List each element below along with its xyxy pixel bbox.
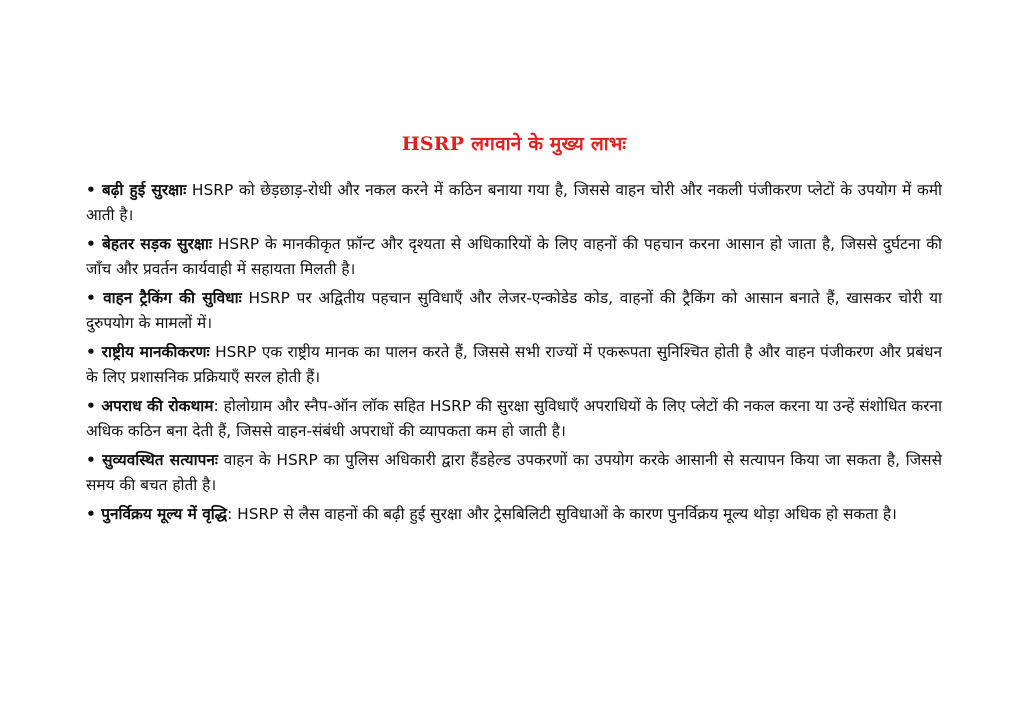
item-text: वाहन के HSRP का पुलिस अधिकारी द्वारा हैंडहेल्ड उपकरणों का उपयोग करके आसानी से सत्यापन किया जा सकता है, जिससे समय की बचत होती है।: [86, 451, 942, 494]
item-heading: बेहतर सड़क सुरक्षाः: [102, 235, 212, 253]
item-heading: बढ़ी हुई सुरक्षाः: [101, 181, 187, 199]
list-item: [86, 178, 942, 228]
item-text: : होलोग्राम और स्नैप-ऑन लॉक सहित HSRP की सुरक्षा सुविधाएँ अपराधियों के लिए प्लेटों की नकल करना या उन्हें संशोधित करना अधिक कठिन बना देती हैं, जिससे वाहन-संबंधी अपराधों की व्यापकता कम हो जाती है।: [86, 397, 942, 440]
list-item: [86, 394, 942, 444]
list-item: [86, 232, 942, 282]
list-item: [86, 448, 942, 498]
item-heading: सुव्यवस्थित सत्यापनः: [102, 451, 218, 469]
bullet: •: [86, 343, 102, 361]
bullet: •: [86, 505, 102, 523]
bullet: •: [86, 397, 102, 415]
item-text: HSRP पर अद्वितीय पहचान सुविधाएँ और लेजर-एन्कोडेड कोड, वाहनों की ट्रैकिंग को आसान बनाते हैं, खासकर चोरी या दुरुपयोग के मामलों में।: [86, 289, 943, 332]
item-heading: पुनर्विक्रय मूल्य में वृद्धि: [101, 505, 228, 523]
document-page: [86, 130, 942, 531]
bullet: •: [86, 235, 103, 253]
page-title: HSRP लगवाने के मुख्य लाभः: [401, 133, 627, 155]
list-item: [86, 286, 942, 336]
list-item: [86, 502, 942, 527]
item-heading: वाहन ट्रैकिंग की सुविधाः: [103, 289, 242, 307]
item-heading: अपराध की रोकथाम: [101, 397, 214, 415]
item-text: HSRP के मानकीकृत फ़ॉन्ट और दृश्यता से अधिकारियों के लिए वाहनों की पहचान करना आसान हो जाता है, जिससे दुर्घटना की जाँच और प्रवर्तन कार्यवाही में सहायता मिलती है।: [86, 235, 943, 278]
bullet: •: [86, 289, 104, 307]
bullet: •: [86, 451, 103, 469]
bullet: •: [86, 181, 102, 199]
item-text: HSRP एक राष्ट्रीय मानक का पालन करते हैं, जिससे सभी राज्यों में एकरूपता सुनिश्चित होती है और वाहन पंजीकरण और प्रबंधन के लिए प्रशासनिक प्रक्रियाएँ सरल होती हैं।: [86, 343, 942, 386]
list-item: [86, 340, 942, 390]
item-heading: राष्ट्रीय मानकीकरणः: [101, 343, 210, 361]
item-text: HSRP को छेड़छाड़-रोधी और नकल करने में कठिन बनाया गया है, जिससे वाहन चोरी और नकली पंजीकरण प्लेटों के उपयोग में कमी आती है।: [86, 181, 943, 224]
item-text: : HSRP से लैस वाहनों की बढ़ी हुई सुरक्षा और ट्रेसबिलिटी सुविधाओं के कारण पुनर्विक्रय मूल्य थोड़ा अधिक हो सकता है।: [227, 505, 897, 523]
